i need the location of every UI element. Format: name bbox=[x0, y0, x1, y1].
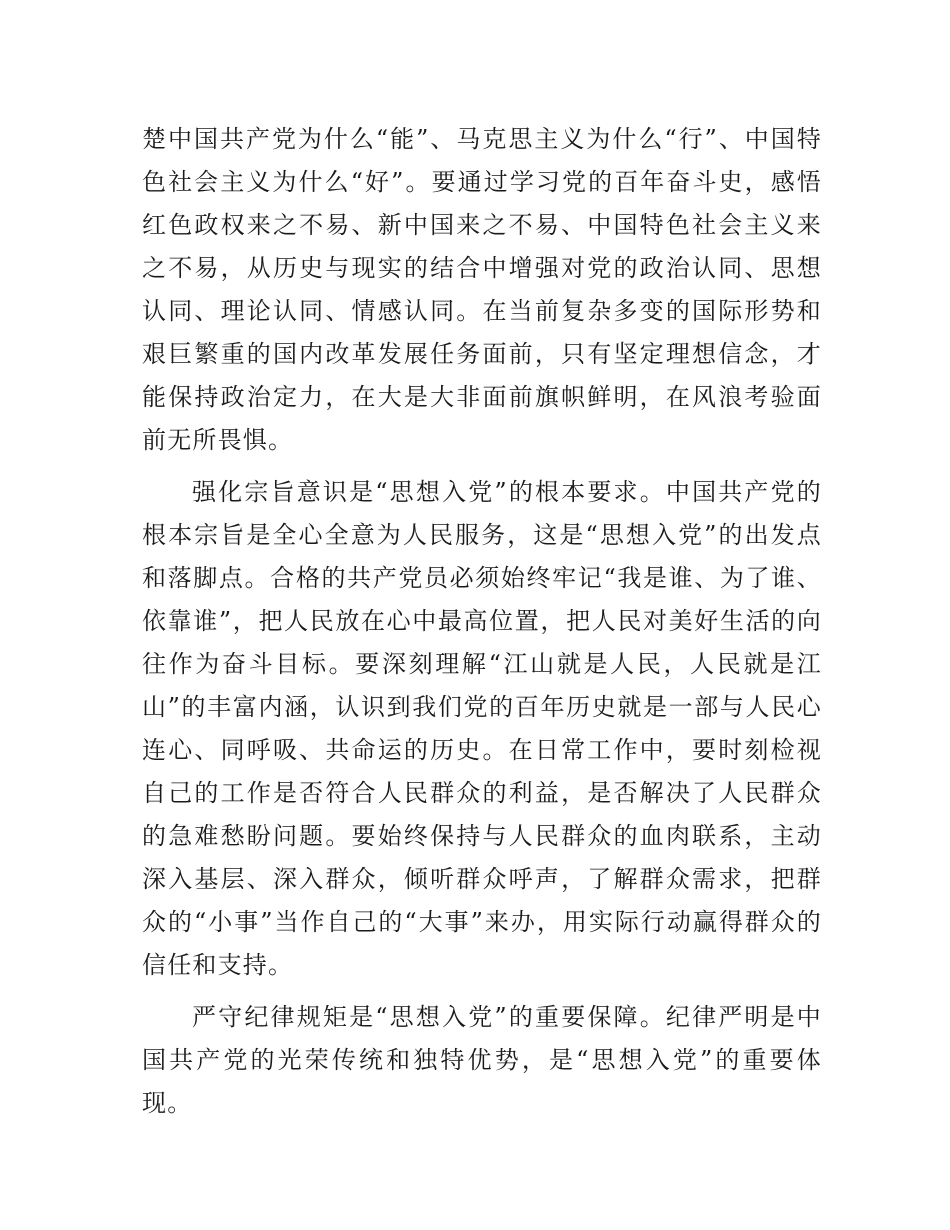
paragraph-continuation: 楚中国共产党为什么“能”、马克思主义为什么“行”、中国特色社会主义为什么“好”。要通过学习党的百年奋斗史，感悟红色政权来之不易、新中国来之不易、中国特色社会主义来之不易，从历史与现实的结合中增强对党的政治认同、思想认同、理论认同、情感认同。在当前复杂多变的国际形势和艰巨繁重的国内改革发展任务面前，只有坚定理想信念，才能保持政治定力，在大是大非面前旗帜鲜明，在风浪考验面前无所畏惧。 bbox=[142, 125, 822, 454]
paragraph-purpose-awareness: 强化宗旨意识是“思想入党”的根本要求。中国共产党的根本宗旨是全心全意为人民服务，这是“思想入党”的出发点和落脚点。合格的共产党员必须始终牢记“我是谁、为了谁、依靠谁”，把人民放在心中最高位置，把人民对美好生活的向往作为奋斗目标。要深刻理解“江山就是人民，人民就是江山”的丰富内涵，认识到我们党的百年历史就是一部与人民心连心、同呼吸、共命运的历史。在日常工作中，要时刻检视自己的工作是否符合人民群众的利益，是否解决了人民群众的急难愁盼问题。要始终保持与人民群众的血肉联系，主动深入基层、深入群众，倾听群众呼声，了解群众需求，把群众的“小事”当作自己的“大事”来办，用实际行动赢得群众的信任和支持。 bbox=[142, 478, 822, 979]
paragraph-discipline: 严守纪律规矩是“思想入党”的重要保障。纪律严明是中国共产党的光荣传统和独特优势，是“思想入党”的重要体现。 bbox=[142, 1003, 822, 1117]
document-body bbox=[142, 118, 822, 1125]
